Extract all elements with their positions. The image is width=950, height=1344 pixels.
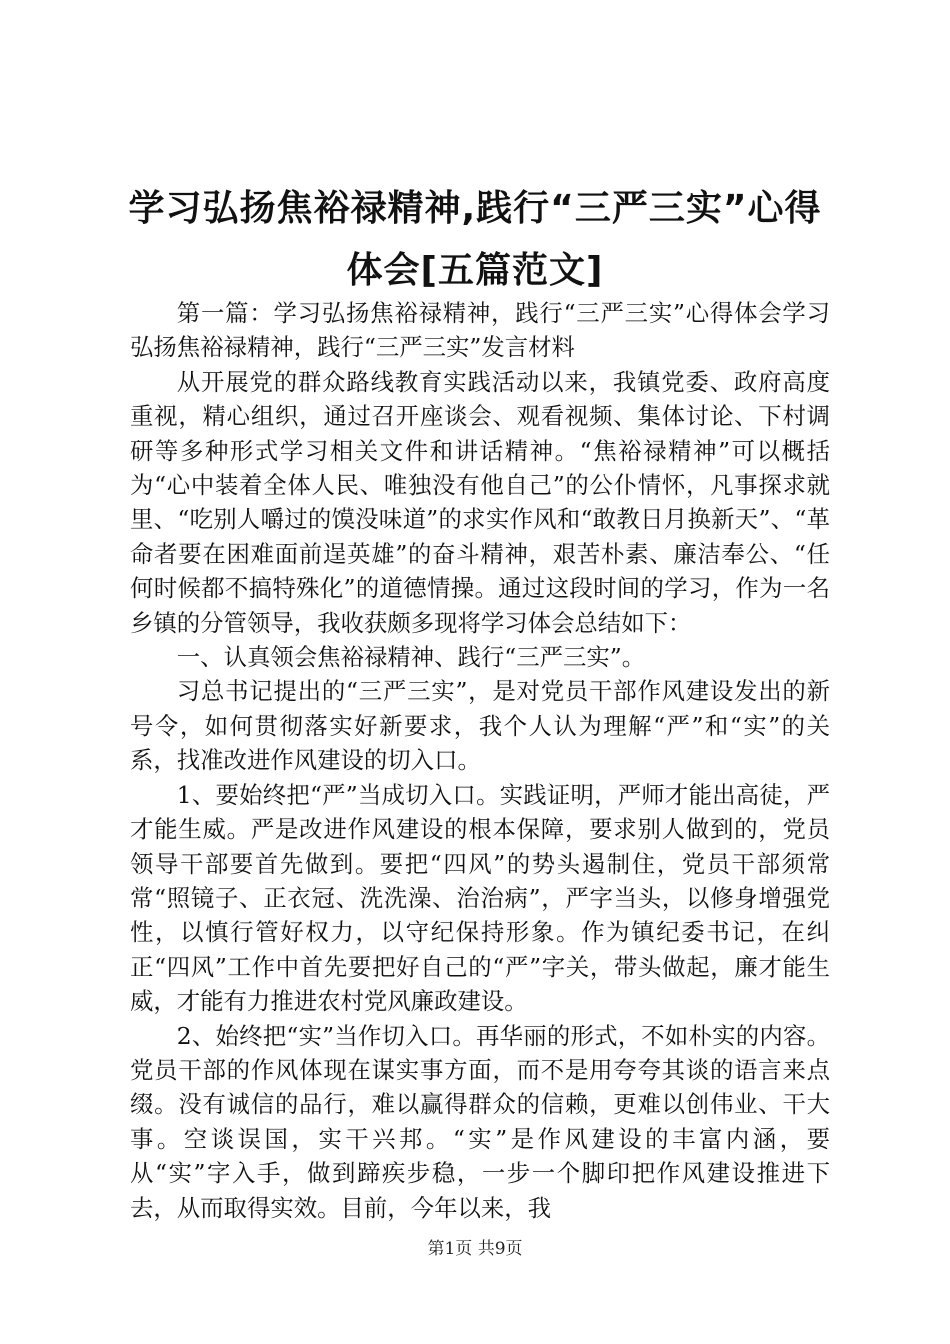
document-body: [130, 296, 830, 1225]
title-line-1: 学习弘扬焦裕禄精神,践行“三严三实”心得: [128, 188, 822, 229]
page-footer: 第1页 共9页: [427, 1239, 523, 1259]
paragraph-1: 第一篇：学习弘扬焦裕禄精神，践行“三严三实”心得体会学习弘扬焦裕禄精神，践行“三严三实”发言材料: [130, 299, 830, 362]
title-line-2: 体会[五篇范文]: [346, 250, 604, 291]
paragraph-4: 习总书记提出的“三严三实”，是对党员干部作风建设发出的新号令，如何贯彻落实好新要求，我个人认为理解“严”和“实”的关系，找准改进作风建设的切入口。: [130, 677, 830, 775]
paragraph-3: 一、认真领会焦裕禄精神、践行“三严三实”。: [176, 643, 646, 672]
document-title: [100, 178, 850, 302]
paragraph-5: 1、要始终把“严”当成切入口。实践证明，严师才能出高徒，严才能生威。严是改进作风建设的根本保障，要求别人做到的，党员领导干部要首先做到。要把“四风”的势头遏制住，党员干部须常常“照镜子、正衣冠、洗洗澡、治治病”，严字当头，以修身增强党性，以慎行管好权力，以守纪保持形象。作为镇纪委书记，在纠正“四风”工作中首先要把好自己的“严”字关，带头做起，廉才能生威，才能有力推进农村党风廉政建设。: [130, 780, 830, 1016]
paragraph-6: 2、始终把“实”当作切入口。再华丽的形式，不如朴实的内容。党员干部的作风体现在谋实事方面，而不是用夸夸其谈的语言来点缀。没有诚信的品行，难以赢得群众的信赖，更难以创伟业、干大事。空谈误国，实干兴邦。“实”是作风建设的丰富内涵，要从“实”字入手，做到蹄疾步稳，一步一个脚印把作风建设推进下去，从而取得实效。目前，今年以来，我: [130, 1021, 830, 1222]
paragraph-2: 从开展党的群众路线教育实践活动以来，我镇党委、政府高度重视，精心组织，通过召开座谈会、观看视频、集体讨论、下村调研等多种形式学习相关文件和讲话精神。“焦裕禄精神”可以概括为“心中装着全体人民、唯独没有他自己”的公仆情怀，凡事探求就里、“吃别人嚼过的馍没味道”的求实作风和“敢教日月换新天”、“革命者要在困难面前逞英雄”的奋斗精神，艰苦朴素、廉洁奉公、“任何时候都不搞特殊化”的道德情操。通过这段时间的学习，作为一名乡镇的分管领导，我收获颇多现将学习体会总结如下：: [130, 367, 830, 637]
